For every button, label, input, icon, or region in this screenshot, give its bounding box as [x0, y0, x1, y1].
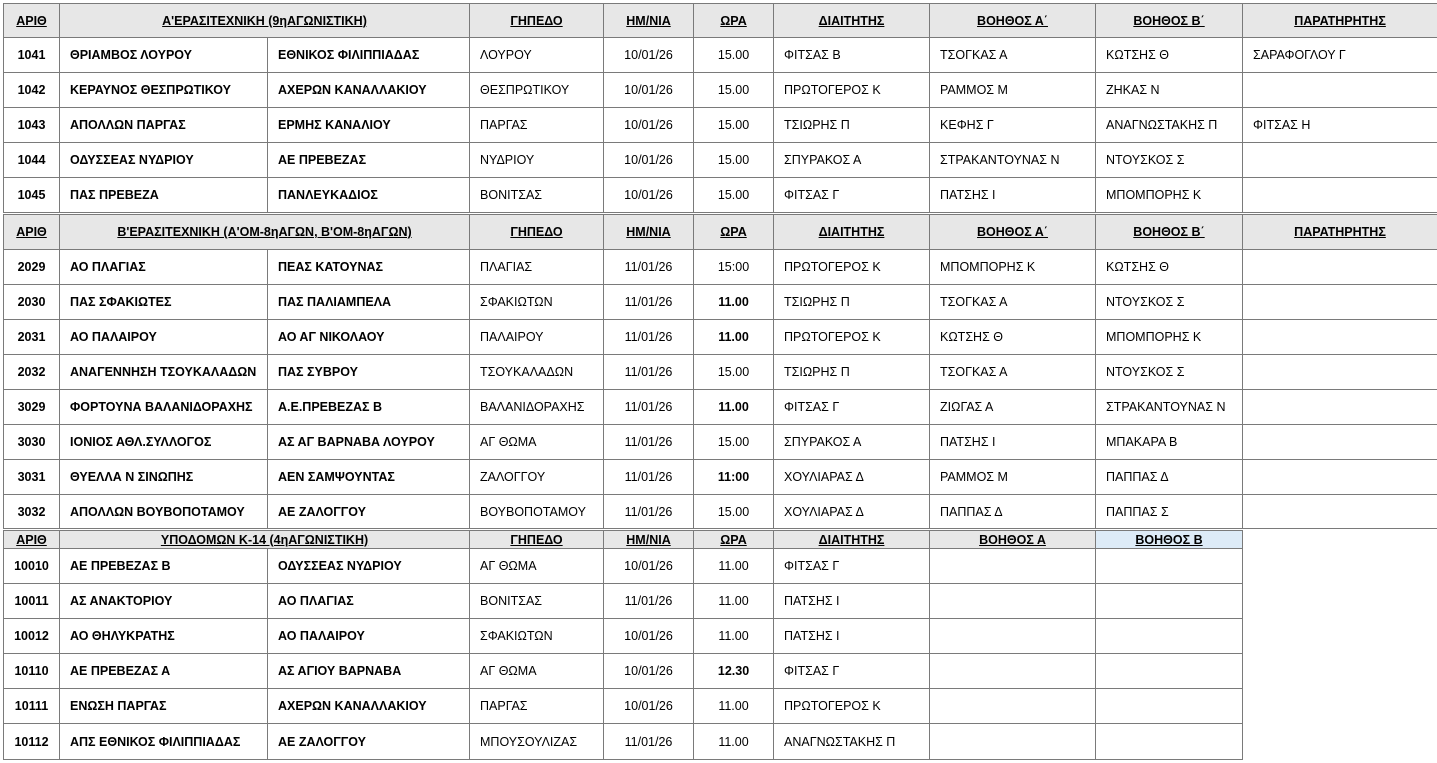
time: 11.00 — [694, 619, 774, 654]
time: 15.00 — [694, 38, 774, 73]
time: 11.00 — [694, 390, 774, 425]
time: 12.30 — [694, 654, 774, 689]
time: 11.00 — [694, 724, 774, 760]
header-date: ΗΜ/ΝΙΑ — [604, 4, 694, 38]
header-assistant-a: ΒΟΗΘΟΣ Α΄ — [930, 215, 1096, 250]
table-row — [4, 143, 1437, 178]
match-number: 10011 — [4, 584, 60, 619]
home-team: ΑΠΟΛΛΩΝ ΒΟΥΒΟΠΟΤΑΜΟΥ — [60, 495, 268, 529]
assistant-a: ΖΙΩΓΑΣ Α — [930, 390, 1096, 425]
table-row — [4, 425, 1437, 460]
observer — [1243, 178, 1437, 213]
away-team: ΠΕΑΣ ΚΑΤΟΥΝΑΣ — [268, 250, 470, 285]
home-team: ΑΟ ΘΗΛΥΚΡΑΤΗΣ — [60, 619, 268, 654]
away-team: ΑΧΕΡΩΝ ΚΑΝΑΛΛΑΚΙΟΥ — [268, 689, 470, 724]
date: 11/01/26 — [604, 495, 694, 529]
referee: ΦΙΤΣΑΣ Γ — [774, 178, 930, 213]
youth-u14-table — [3, 530, 1243, 760]
table-row — [4, 73, 1437, 108]
away-team: ΑΟ ΠΑΛΑΙΡΟΥ — [268, 619, 470, 654]
header-referee: ΔΙΑΙΤΗΤΗΣ — [774, 531, 930, 549]
header-time: ΩΡΑ — [694, 4, 774, 38]
field: ΤΣΟΥΚΑΛΑΔΩΝ — [470, 355, 604, 390]
away-team: ΑΣ ΑΓ ΒΑΡΝΑΒΑ ΛΟΥΡΟΥ — [268, 425, 470, 460]
match-number: 1042 — [4, 73, 60, 108]
date: 10/01/26 — [604, 549, 694, 584]
time: 11.00 — [694, 689, 774, 724]
field: ΠΑΡΓΑΣ — [470, 108, 604, 143]
referee: ΦΙΤΣΑΣ Γ — [774, 654, 930, 689]
observer: ΦΙΤΣΑΣ Η — [1243, 108, 1437, 143]
time: 15.00 — [694, 495, 774, 529]
header-observer: ΠΑΡΑΤΗΡΗΤΗΣ — [1243, 4, 1437, 38]
assistant-a: ΜΠΟΜΠΟΡΗΣ Κ — [930, 250, 1096, 285]
assistant-b: ΝΤΟΥΣΚΟΣ Σ — [1096, 355, 1243, 390]
home-team: ΑΕ ΠΡΕΒΕΖΑΣ Α — [60, 654, 268, 689]
referee: ΤΣΙΩΡΗΣ Π — [774, 285, 930, 320]
table-row — [4, 689, 1243, 724]
table-row — [4, 584, 1243, 619]
table-row — [4, 355, 1437, 390]
first-division-table — [3, 3, 1437, 213]
home-team: ΑΝΑΓΕΝΝΗΣΗ ΤΣΟΥΚΑΛΑΔΩΝ — [60, 355, 268, 390]
observer — [1243, 390, 1437, 425]
match-number: 10111 — [4, 689, 60, 724]
time: 15.00 — [694, 178, 774, 213]
time: 11:00 — [694, 460, 774, 495]
assistant-b — [1096, 689, 1243, 724]
assistant-b: ΠΑΠΠΑΣ Δ — [1096, 460, 1243, 495]
table-row — [4, 619, 1243, 654]
field: ΝΥΔΡΙΟΥ — [470, 143, 604, 178]
assistant-a — [930, 724, 1096, 760]
referee: ΠΡΩΤΟΓΕΡΟΣ Κ — [774, 250, 930, 285]
assistant-a: ΡΑΜΜΟΣ Μ — [930, 460, 1096, 495]
field: ΠΑΛΑΙΡΟΥ — [470, 320, 604, 355]
header-observer: ΠΑΡΑΤΗΡΗΤΗΣ — [1243, 215, 1437, 250]
header-assistant-b: ΒΟΗΘΟΣ Β — [1096, 531, 1243, 549]
time: 15.00 — [694, 143, 774, 178]
referee: ΦΙΤΣΑΣ Β — [774, 38, 930, 73]
assistant-a: ΤΣΟΓΚΑΣ Α — [930, 38, 1096, 73]
date: 10/01/26 — [604, 38, 694, 73]
header-field: ΓΗΠΕΔΟ — [470, 4, 604, 38]
header-row — [4, 531, 1243, 549]
table-row — [4, 320, 1437, 355]
header-referee: ΔΙΑΙΤΗΤΗΣ — [774, 4, 930, 38]
assistant-b — [1096, 584, 1243, 619]
assistant-b: ΝΤΟΥΣΚΟΣ Σ — [1096, 285, 1243, 320]
assistant-b — [1096, 549, 1243, 584]
match-number: 3030 — [4, 425, 60, 460]
match-number: 10112 — [4, 724, 60, 760]
header-date: ΗΜ/ΝΙΑ — [604, 215, 694, 250]
header-assistant-b: ΒΟΗΘΟΣ Β΄ — [1096, 215, 1243, 250]
assistant-b: ΣΤΡΑΚΑΝΤΟΥΝΑΣ Ν — [1096, 390, 1243, 425]
referee: ΣΠΥΡΑΚΟΣ Α — [774, 143, 930, 178]
assistant-a — [930, 654, 1096, 689]
date: 10/01/26 — [604, 108, 694, 143]
field: ΠΛΑΓΙΑΣ — [470, 250, 604, 285]
away-team: ΑΕ ΖΑΛΟΓΓΟΥ — [268, 724, 470, 760]
home-team: ΑΟ ΠΑΛΑΙΡΟΥ — [60, 320, 268, 355]
time: 11.00 — [694, 320, 774, 355]
assistant-a — [930, 584, 1096, 619]
table-row — [4, 250, 1437, 285]
header-assistant-a: ΒΟΗΘΟΣ Α — [930, 531, 1096, 549]
table-row — [4, 460, 1437, 495]
time: 15.00 — [694, 425, 774, 460]
field: ΒΑΛΑΝΙΔΟΡΑΧΗΣ — [470, 390, 604, 425]
match-number: 10012 — [4, 619, 60, 654]
table-row — [4, 549, 1243, 584]
assistant-b: ΝΤΟΥΣΚΟΣ Σ — [1096, 143, 1243, 178]
match-number: 10110 — [4, 654, 60, 689]
assistant-b: ΑΝΑΓΝΩΣΤΑΚΗΣ Π — [1096, 108, 1243, 143]
date: 11/01/26 — [604, 320, 694, 355]
observer — [1243, 320, 1437, 355]
header-num: ΑΡΙΘ — [4, 531, 60, 549]
header-row — [4, 4, 1437, 38]
observer — [1243, 425, 1437, 460]
referee: ΠΡΩΤΟΓΕΡΟΣ Κ — [774, 689, 930, 724]
field: ΑΓ ΘΩΜΑ — [470, 549, 604, 584]
assistant-a — [930, 689, 1096, 724]
assistant-a: ΠΑΠΠΑΣ Δ — [930, 495, 1096, 529]
assistant-b — [1096, 654, 1243, 689]
home-team: ΘΥΕΛΛΑ Ν ΣΙΝΩΠΗΣ — [60, 460, 268, 495]
observer — [1243, 73, 1437, 108]
date: 11/01/26 — [604, 724, 694, 760]
time: 15:00 — [694, 250, 774, 285]
match-number: 3032 — [4, 495, 60, 529]
away-team: ΑΕ ΠΡΕΒΕΖΑΣ — [268, 143, 470, 178]
away-team: ΠΑΣ ΠΑΛΙΑΜΠΕΛΑ — [268, 285, 470, 320]
header-num: ΑΡΙΘ — [4, 4, 60, 38]
match-number: 2029 — [4, 250, 60, 285]
assistant-a: ΠΑΤΣΗΣ Ι — [930, 425, 1096, 460]
away-team: ΑΧΕΡΩΝ ΚΑΝΑΛΛΑΚΙΟΥ — [268, 73, 470, 108]
header-time: ΩΡΑ — [694, 215, 774, 250]
match-number: 1044 — [4, 143, 60, 178]
table-row — [4, 724, 1243, 760]
assistant-a: ΚΩΤΣΗΣ Θ — [930, 320, 1096, 355]
date: 11/01/26 — [604, 425, 694, 460]
time: 11.00 — [694, 549, 774, 584]
header-assistant-a: ΒΟΗΘΟΣ Α΄ — [930, 4, 1096, 38]
field: ΖΑΛΟΓΓΟΥ — [470, 460, 604, 495]
referee: ΠΡΩΤΟΓΕΡΟΣ Κ — [774, 320, 930, 355]
away-team: ΑΟ ΑΓ ΝΙΚΟΛΑΟΥ — [268, 320, 470, 355]
home-team: ΑΠΟΛΛΩΝ ΠΑΡΓΑΣ — [60, 108, 268, 143]
field: ΒΟΥΒΟΠΟΤΑΜΟΥ — [470, 495, 604, 529]
home-team: ΦΟΡΤΟΥΝΑ ΒΑΛΑΝΙΔΟΡΑΧΗΣ — [60, 390, 268, 425]
assistant-a: ΣΤΡΑΚΑΝΤΟΥΝΑΣ Ν — [930, 143, 1096, 178]
assistant-b: ΜΠΑΚΑΡΑ Β — [1096, 425, 1243, 460]
away-team: ΠΑΝΛΕΥΚΑΔΙΟΣ — [268, 178, 470, 213]
away-team: ΑΟ ΠΛΑΓΙΑΣ — [268, 584, 470, 619]
date: 11/01/26 — [604, 250, 694, 285]
header-time: ΩΡΑ — [694, 531, 774, 549]
date: 10/01/26 — [604, 73, 694, 108]
assistant-b: ΠΑΠΠΑΣ Σ — [1096, 495, 1243, 529]
home-team: ΑΠΣ ΕΘΝΙΚΟΣ ΦΙΛΙΠΠΙΑΔΑΣ — [60, 724, 268, 760]
assistant-b: ΚΩΤΣΗΣ Θ — [1096, 250, 1243, 285]
field: ΘΕΣΠΡΩΤΙΚΟΥ — [470, 73, 604, 108]
assistant-a: ΤΣΟΓΚΑΣ Α — [930, 285, 1096, 320]
field: ΣΦΑΚΙΩΤΩΝ — [470, 619, 604, 654]
referee: ΑΝΑΓΝΩΣΤΑΚΗΣ Π — [774, 724, 930, 760]
field: ΒΟΝΙΤΣΑΣ — [470, 178, 604, 213]
match-number: 1041 — [4, 38, 60, 73]
referee: ΠΑΤΣΗΣ Ι — [774, 584, 930, 619]
table-row — [4, 495, 1437, 529]
field: ΠΑΡΓΑΣ — [470, 689, 604, 724]
header-row — [4, 215, 1437, 250]
home-team: ΑΟ ΠΛΑΓΙΑΣ — [60, 250, 268, 285]
table-row — [4, 390, 1437, 425]
assistant-b: ΜΠΟΜΠΟΡΗΣ Κ — [1096, 320, 1243, 355]
date: 10/01/26 — [604, 178, 694, 213]
away-team: Α.Ε.ΠΡΕΒΕΖΑΣ Β — [268, 390, 470, 425]
time: 11.00 — [694, 285, 774, 320]
date: 11/01/26 — [604, 584, 694, 619]
match-number: 1045 — [4, 178, 60, 213]
field: ΛΟΥΡΟΥ — [470, 38, 604, 73]
field: ΑΓ ΘΩΜΑ — [470, 654, 604, 689]
second-division-table — [3, 214, 1437, 529]
observer — [1243, 143, 1437, 178]
assistant-b — [1096, 619, 1243, 654]
table-row — [4, 654, 1243, 689]
table-row — [4, 178, 1437, 213]
home-team: ΑΣ ΑΝΑΚΤΟΡΙΟΥ — [60, 584, 268, 619]
date: 11/01/26 — [604, 390, 694, 425]
referee: ΧΟΥΛΙΑΡΑΣ Δ — [774, 495, 930, 529]
observer — [1243, 250, 1437, 285]
field: ΣΦΑΚΙΩΤΩΝ — [470, 285, 604, 320]
header-field: ΓΗΠΕΔΟ — [470, 531, 604, 549]
match-number: 2030 — [4, 285, 60, 320]
home-team: ΚΕΡΑΥΝΟΣ ΘΕΣΠΡΩΤΙΚΟΥ — [60, 73, 268, 108]
assistant-a: ΠΑΤΣΗΣ Ι — [930, 178, 1096, 213]
away-team: ΑΕΝ ΣΑΜΨΟΥΝΤΑΣ — [268, 460, 470, 495]
header-referee: ΔΙΑΙΤΗΤΗΣ — [774, 215, 930, 250]
referee: ΦΙΤΣΑΣ Γ — [774, 390, 930, 425]
referee: ΠΡΩΤΟΓΕΡΟΣ Κ — [774, 73, 930, 108]
header-competition: Α'ΕΡΑΣΙΤΕΧΝΙΚΗ (9ηΑΓΩΝΙΣΤΙΚΗ) — [60, 4, 470, 38]
referee: ΧΟΥΛΙΑΡΑΣ Δ — [774, 460, 930, 495]
away-team: ΑΕ ΖΑΛΟΓΓΟΥ — [268, 495, 470, 529]
date: 10/01/26 — [604, 689, 694, 724]
referee: ΤΣΙΩΡΗΣ Π — [774, 108, 930, 143]
home-team: ΟΔΥΣΣΕΑΣ ΝΥΔΡΙΟΥ — [60, 143, 268, 178]
home-team: ΙΟΝΙΟΣ ΑΘΛ.ΣΥΛΛΟΓΟΣ — [60, 425, 268, 460]
header-field: ΓΗΠΕΔΟ — [470, 215, 604, 250]
home-team: ΑΕ ΠΡΕΒΕΖΑΣ Β — [60, 549, 268, 584]
date: 11/01/26 — [604, 285, 694, 320]
assistant-a: ΡΑΜΜΟΣ Μ — [930, 73, 1096, 108]
away-team: ΕΘΝΙΚΟΣ ΦΙΛΙΠΠΙΑΔΑΣ — [268, 38, 470, 73]
field: ΜΠΟΥΣΟΥΛΙΖΑΣ — [470, 724, 604, 760]
assistant-b — [1096, 724, 1243, 760]
table-row — [4, 108, 1437, 143]
header-num: ΑΡΙΘ — [4, 215, 60, 250]
assistant-a — [930, 549, 1096, 584]
assistant-b: ΜΠΟΜΠΟΡΗΣ Κ — [1096, 178, 1243, 213]
table-row — [4, 285, 1437, 320]
referee: ΦΙΤΣΑΣ Γ — [774, 549, 930, 584]
time: 11.00 — [694, 584, 774, 619]
table-row — [4, 38, 1437, 73]
match-number: 3029 — [4, 390, 60, 425]
home-team: ΠΑΣ ΠΡΕΒΕΖΑ — [60, 178, 268, 213]
header-assistant-b: ΒΟΗΘΟΣ Β΄ — [1096, 4, 1243, 38]
time: 15.00 — [694, 108, 774, 143]
home-team: ΘΡΙΑΜΒΟΣ ΛΟΥΡΟΥ — [60, 38, 268, 73]
date: 10/01/26 — [604, 143, 694, 178]
assistant-a: ΤΣΟΓΚΑΣ Α — [930, 355, 1096, 390]
observer — [1243, 495, 1437, 529]
home-team: ΠΑΣ ΣΦΑΚΙΩΤΕΣ — [60, 285, 268, 320]
referee: ΠΑΤΣΗΣ Ι — [774, 619, 930, 654]
observer — [1243, 285, 1437, 320]
date: 10/01/26 — [604, 654, 694, 689]
date: 10/01/26 — [604, 619, 694, 654]
assistant-b: ΖΗΚΑΣ Ν — [1096, 73, 1243, 108]
observer — [1243, 355, 1437, 390]
home-team: ΕΝΩΣΗ ΠΑΡΓΑΣ — [60, 689, 268, 724]
header-competition: ΥΠΟΔΟΜΩΝ Κ-14 (4ηΑΓΩΝΙΣΤΙΚΗ) — [60, 531, 470, 549]
match-number: 1043 — [4, 108, 60, 143]
assistant-a: ΚΕΦΗΣ Γ — [930, 108, 1096, 143]
observer — [1243, 460, 1437, 495]
field: ΑΓ ΘΩΜΑ — [470, 425, 604, 460]
header-date: ΗΜ/ΝΙΑ — [604, 531, 694, 549]
referee: ΤΣΙΩΡΗΣ Π — [774, 355, 930, 390]
away-team: ΠΑΣ ΣΥΒΡΟΥ — [268, 355, 470, 390]
referee: ΣΠΥΡΑΚΟΣ Α — [774, 425, 930, 460]
date: 11/01/26 — [604, 460, 694, 495]
date: 11/01/26 — [604, 355, 694, 390]
away-team: ΟΔΥΣΣΕΑΣ ΝΥΔΡΙΟΥ — [268, 549, 470, 584]
away-team: ΕΡΜΗΣ ΚΑΝΑΛΙΟΥ — [268, 108, 470, 143]
field: ΒΟΝΙΤΣΑΣ — [470, 584, 604, 619]
match-number: 3031 — [4, 460, 60, 495]
time: 15.00 — [694, 355, 774, 390]
observer: ΣΑΡΑΦΟΓΛΟΥ Γ — [1243, 38, 1437, 73]
time: 15.00 — [694, 73, 774, 108]
assistant-b: ΚΩΤΣΗΣ Θ — [1096, 38, 1243, 73]
match-number: 2032 — [4, 355, 60, 390]
header-competition: Β'ΕΡΑΣΙΤΕΧΝΙΚΗ (Α'ΟΜ-8ηΑΓΩΝ, Β'ΟΜ-8ηΑΓΩΝ) — [60, 215, 470, 250]
match-number: 10010 — [4, 549, 60, 584]
match-number: 2031 — [4, 320, 60, 355]
assistant-a — [930, 619, 1096, 654]
away-team: ΑΣ ΑΓΙΟΥ ΒΑΡΝΑΒΑ — [268, 654, 470, 689]
